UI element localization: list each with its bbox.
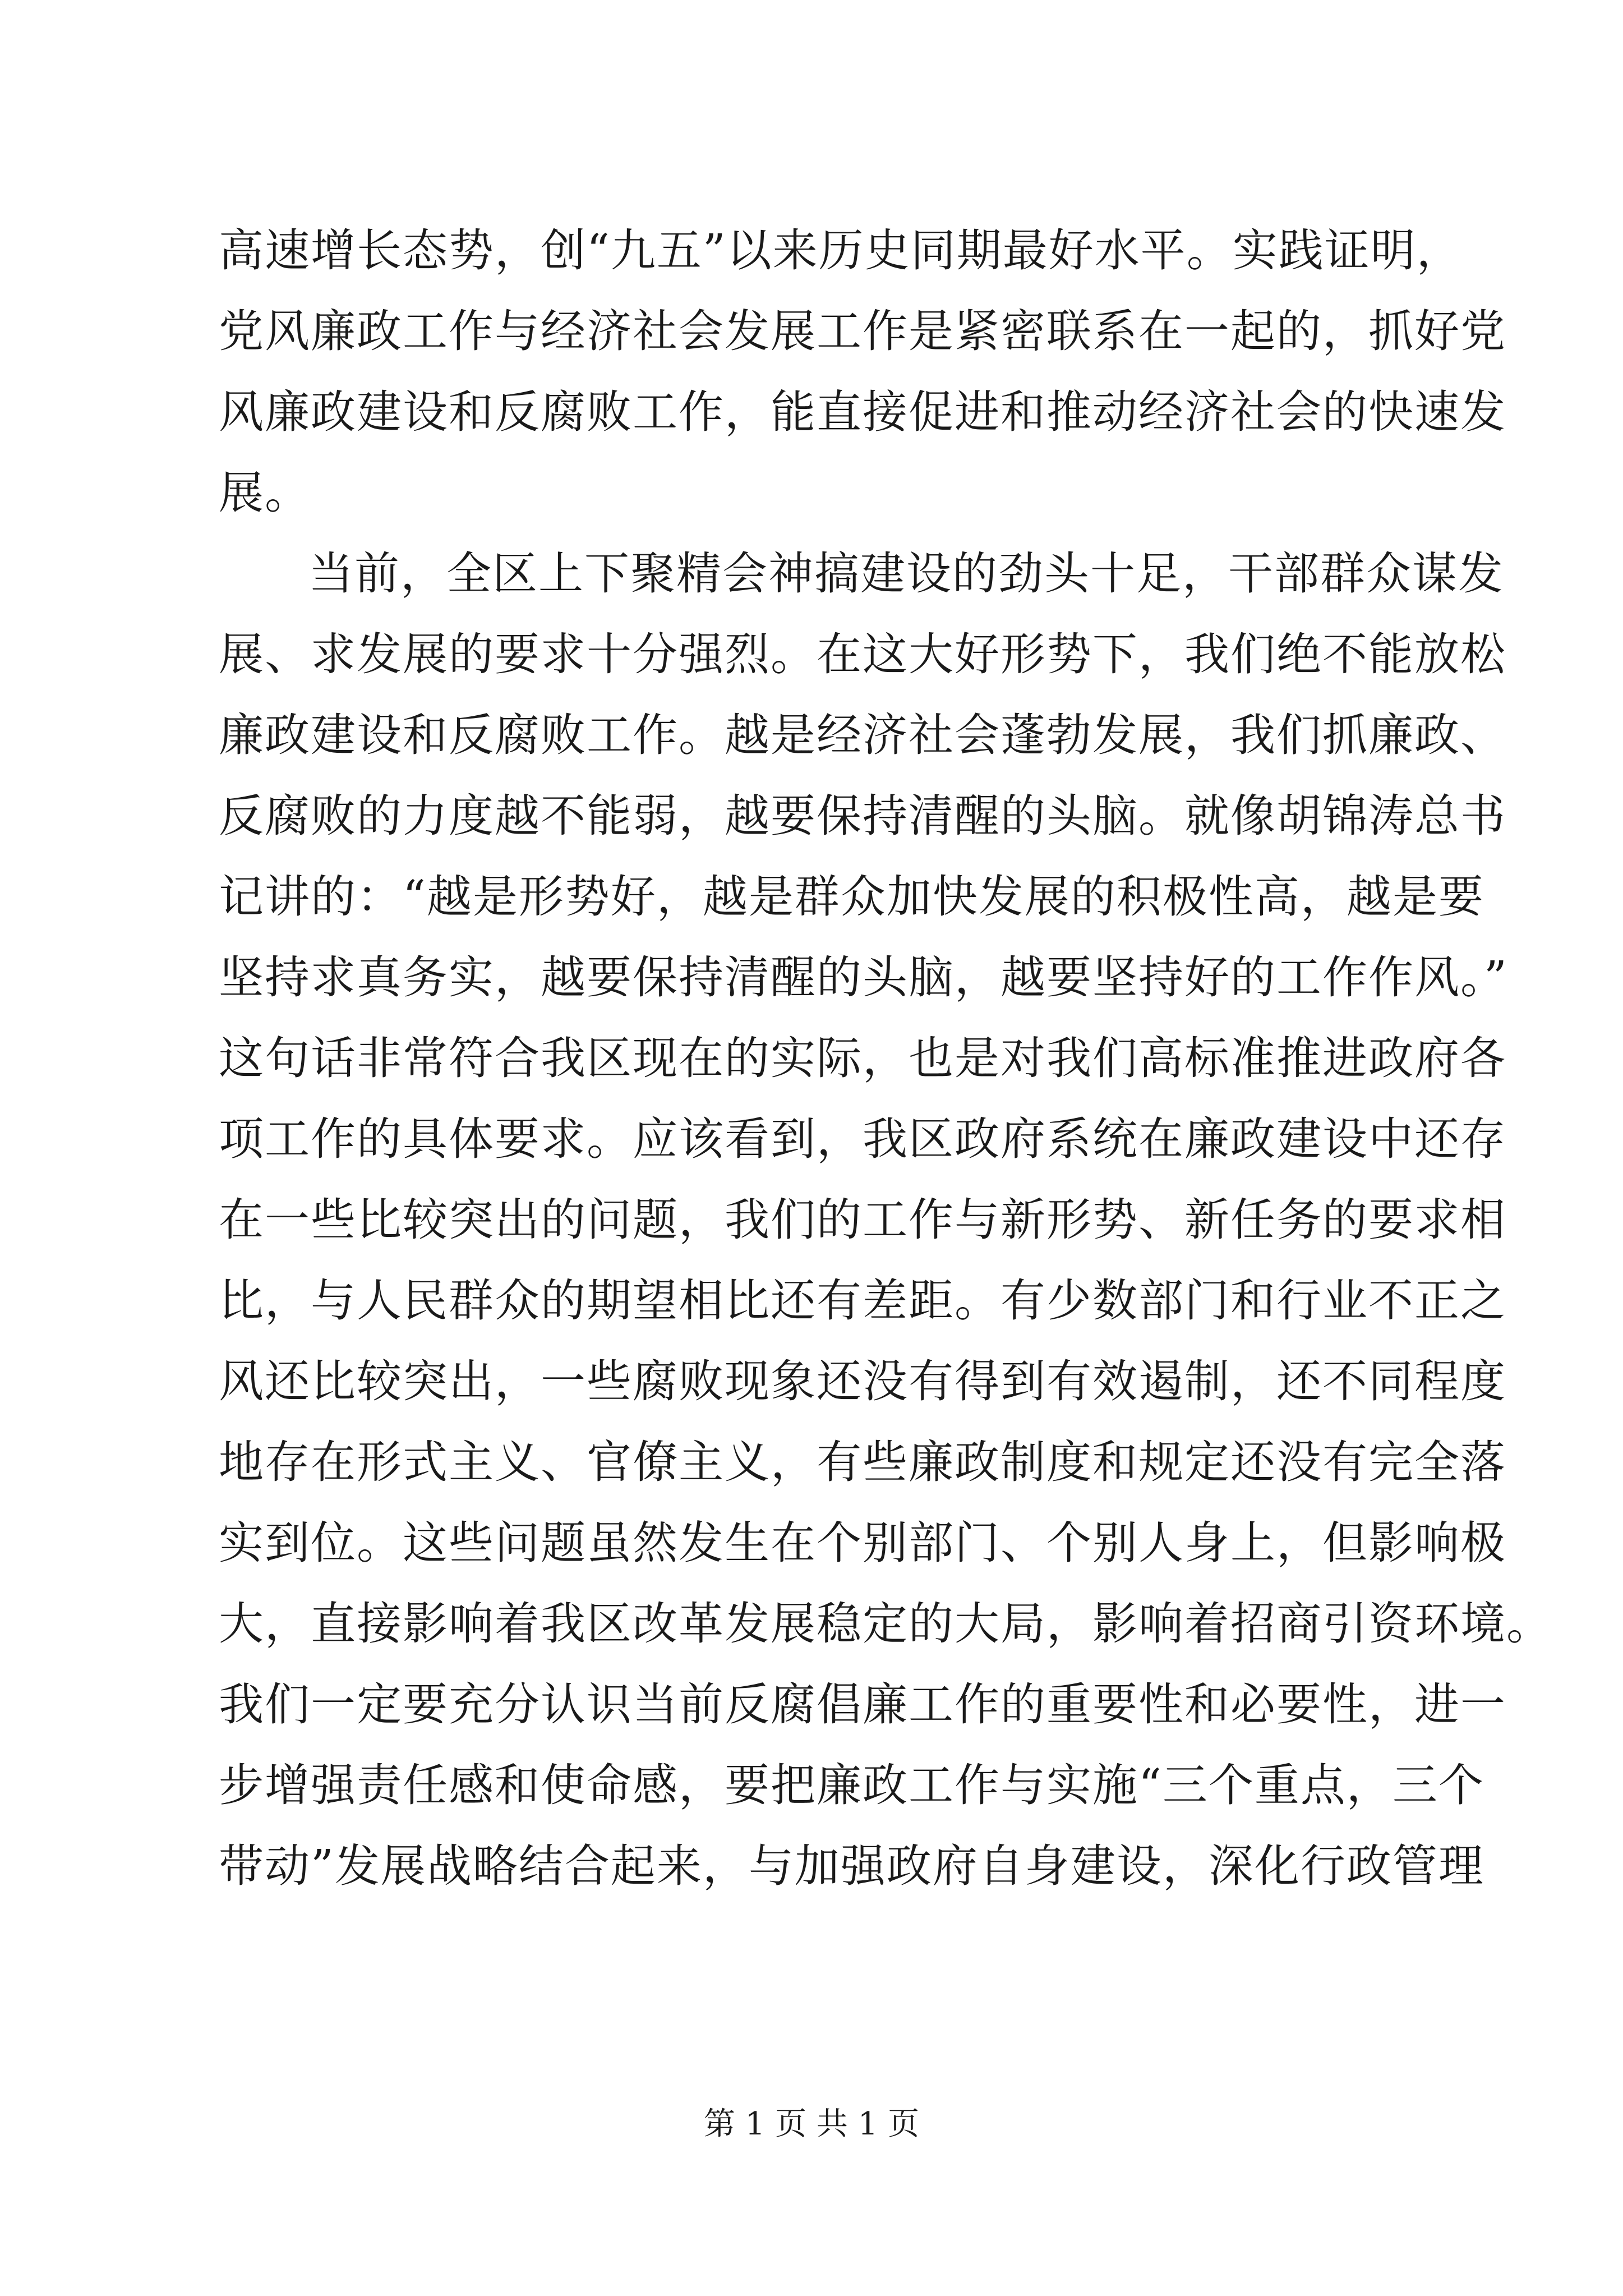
text-line: 坚持求真务实，越要保持清醒的头脑，越要坚持好的工作作风。”	[219, 951, 1508, 1004]
text-line: 实到位。这些问题虽然发生在个别部门、个别人身上，但影响极	[219, 1517, 1506, 1569]
text-line: 带动”发展战略结合起来，与加强政府自身建设，深化行政管理	[219, 1840, 1484, 1892]
document-body	[219, 210, 1552, 1907]
text-line: 高速增长态势，创“九五”以来历史同期最好水平。实践证明，	[219, 224, 1463, 277]
text-line: 风还比较突出，一些腐败现象还没有得到有效遏制，还不同程度	[219, 1355, 1506, 1407]
text-line: 廉政建设和反腐败工作。越是经济社会蓬勃发展，我们抓廉政、	[219, 709, 1506, 761]
text-line: 比，与人民群众的期望相比还有差距。有少数部门和行业不正之	[219, 1274, 1506, 1327]
text-line: 这句话非常符合我区现在的实际，也是对我们高标准推进政府各	[219, 1032, 1506, 1084]
text-line: 大，直接影响着我区改革发展稳定的大局，影响着招商引资环境。	[219, 1598, 1552, 1650]
text-line: 展。	[219, 467, 311, 519]
text-line: 党风廉政工作与经济社会发展工作是紧密联系在一起的，抓好党	[219, 305, 1506, 357]
text-line: 项工作的具体要求。应该看到，我区政府系统在廉政建设中还存	[219, 1113, 1506, 1165]
page-number-footer: 第 1 页 共 1 页	[703, 2106, 920, 2142]
text-line: 地存在形式主义、官僚主义，有些廉政制度和规定还没有完全落	[219, 1436, 1506, 1488]
text-line: 展、求发展的要求十分强烈。在这大好形势下，我们绝不能放松	[219, 628, 1506, 680]
text-line: 反腐败的力度越不能弱，越要保持清醒的头脑。就像胡锦涛总书	[219, 790, 1506, 842]
text-line: 风廉政建设和反腐败工作，能直接促进和推动经济社会的快速发	[219, 386, 1506, 438]
text-line: 在一些比较突出的问题，我们的工作与新形势、新任务的要求相	[219, 1194, 1506, 1246]
text-line: 我们一定要充分认识当前反腐倡廉工作的重要性和必要性，进一	[219, 1678, 1506, 1731]
text-line: 记讲的：“越是形势好，越是群众加快发展的积极性高，越是要	[219, 871, 1484, 923]
paragraph-first-line: 当前，全区上下聚精会神搞建设的劲头十足，干部群众谋发	[308, 547, 1504, 600]
text-line: 步增强责任感和使命感，要把廉政工作与实施“三个重点，三个	[219, 1759, 1484, 1811]
